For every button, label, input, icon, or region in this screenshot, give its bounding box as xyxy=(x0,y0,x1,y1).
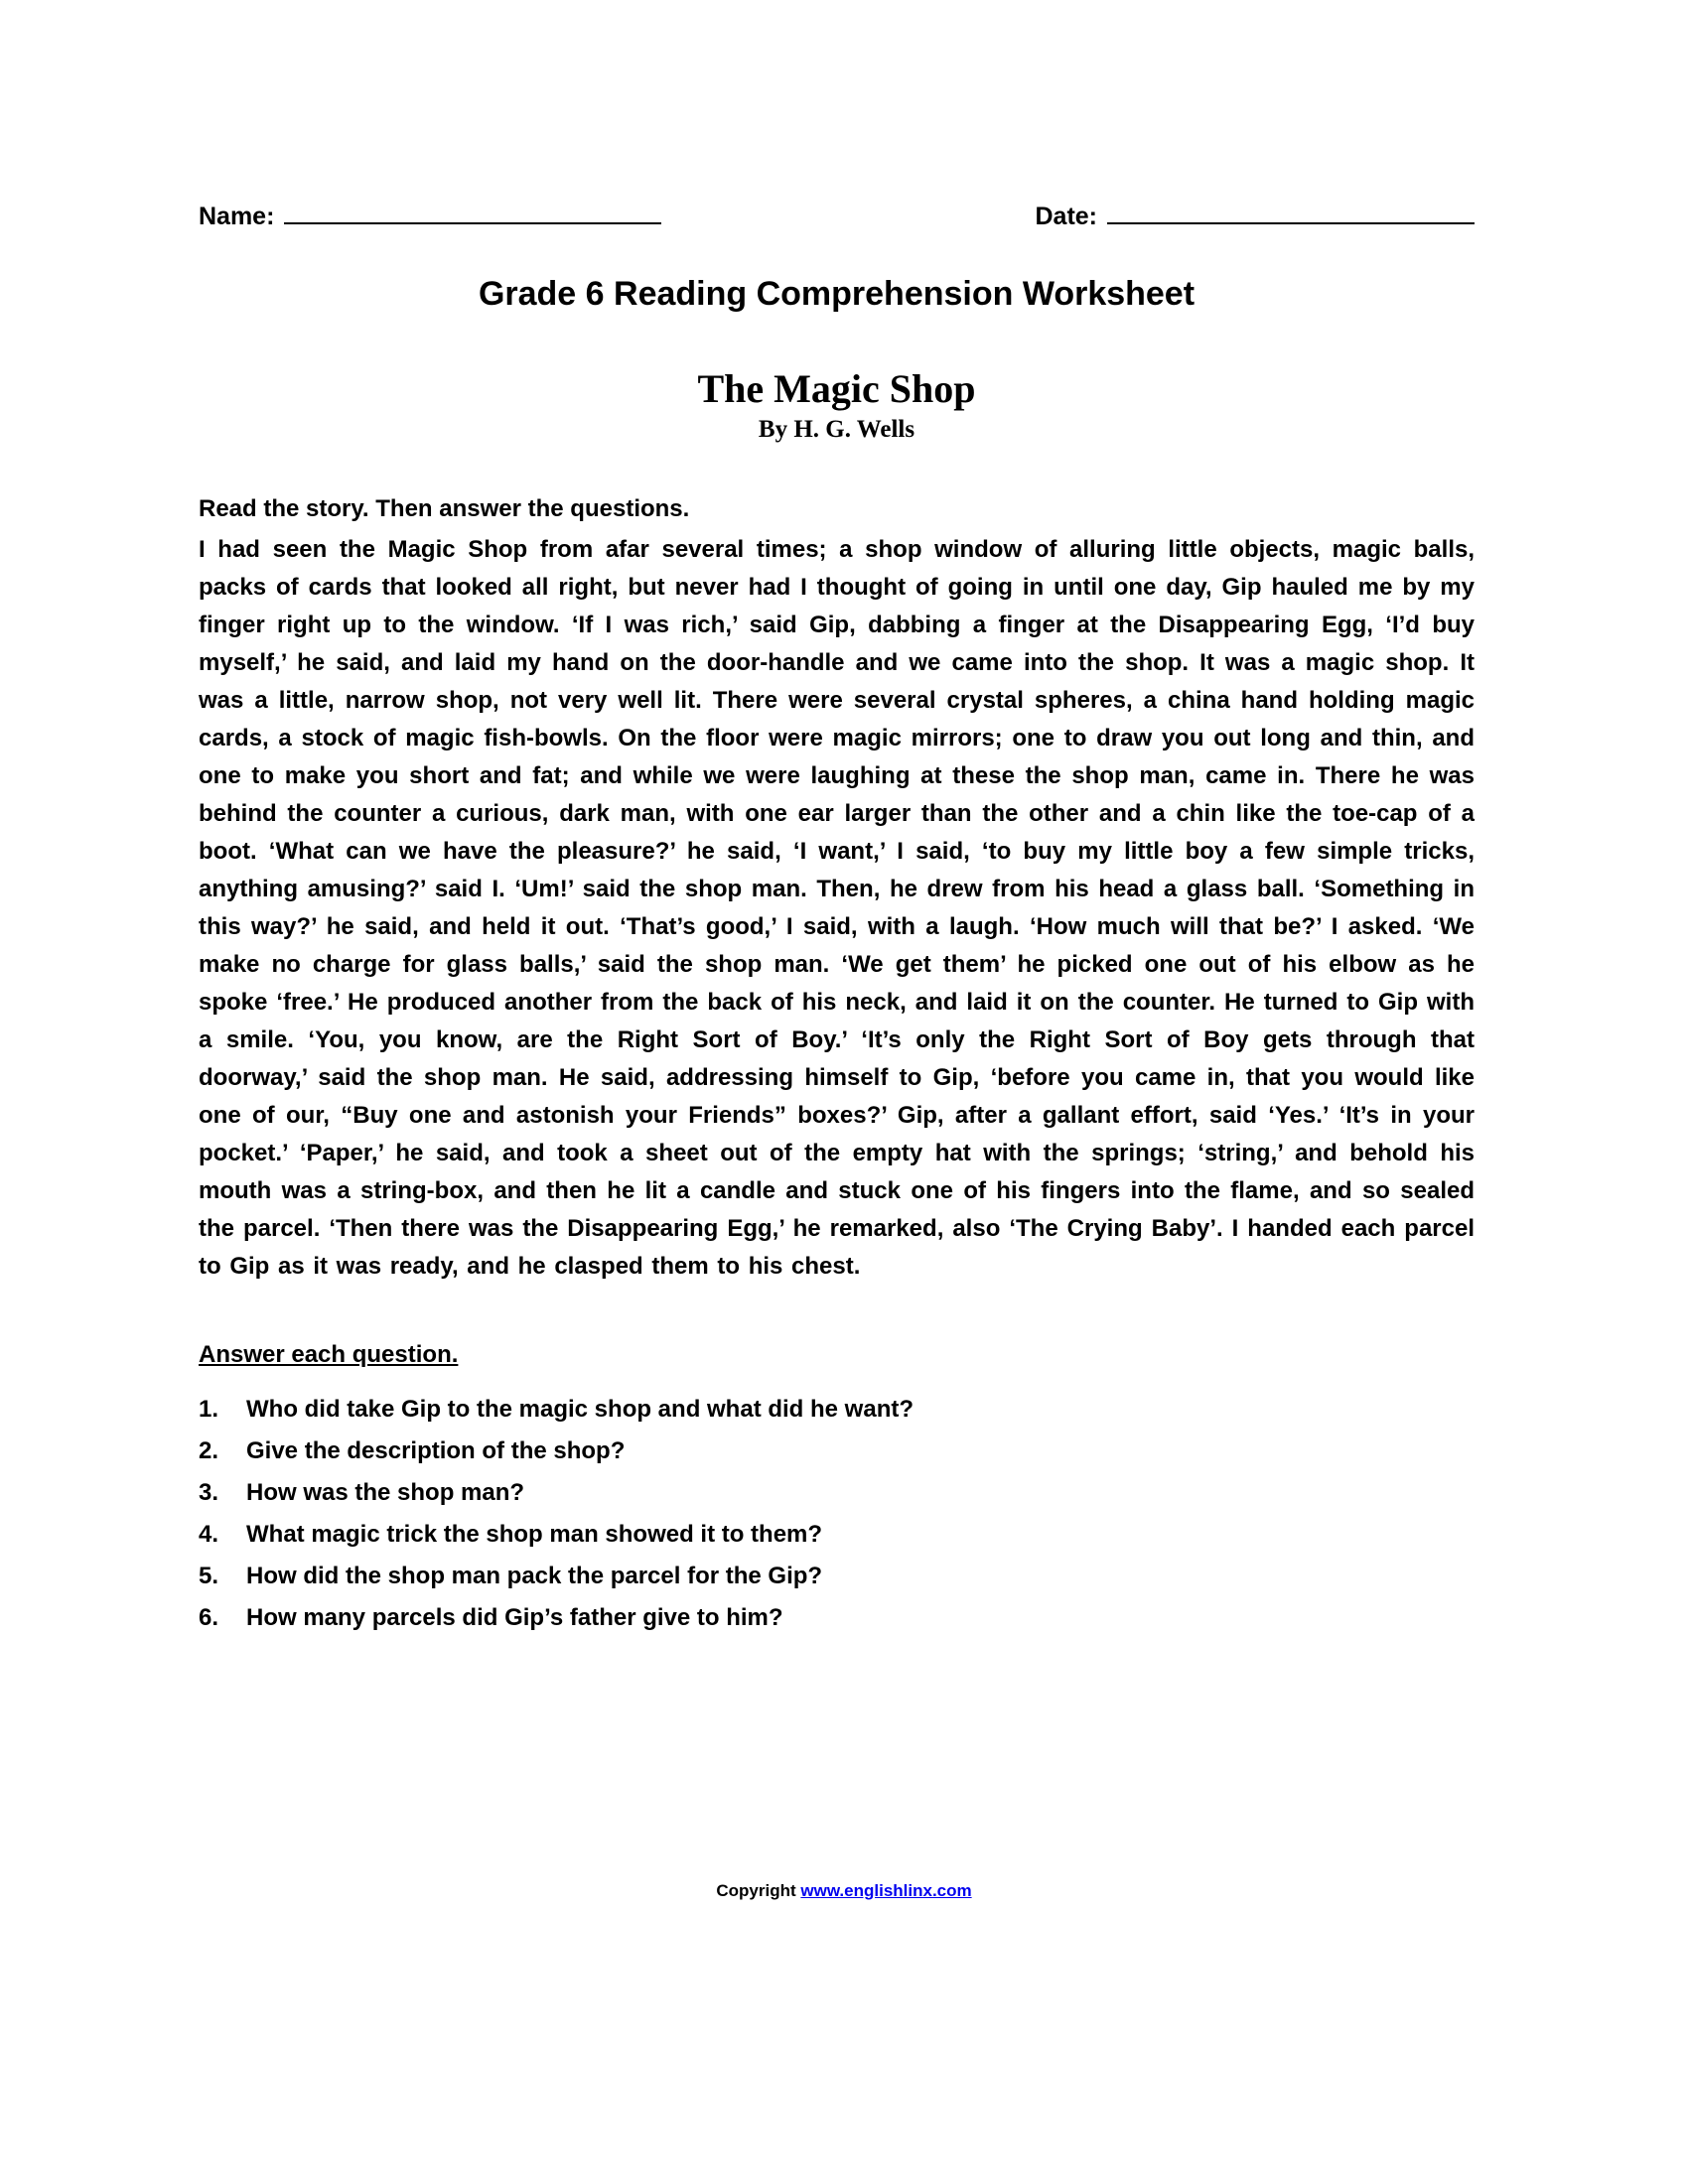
name-date-row xyxy=(199,199,1475,231)
story-byline: By H. G. Wells xyxy=(758,416,915,443)
question-number: 3. xyxy=(199,1479,219,1506)
name-field-group xyxy=(199,199,661,231)
question-number: 4. xyxy=(199,1521,219,1548)
question-text: How was the shop man? xyxy=(246,1479,525,1506)
answer-questions-heading: Answer each question. xyxy=(199,1341,459,1368)
name-blank-line xyxy=(284,199,661,224)
question-item xyxy=(199,1431,1475,1472)
question-item xyxy=(199,1597,1475,1639)
date-blank-line xyxy=(1107,199,1475,224)
name-label: Name: xyxy=(199,203,275,230)
question-list xyxy=(199,1389,1475,1639)
copyright-link[interactable]: www.englishlinx.com xyxy=(800,1881,972,1900)
question-number: 5. xyxy=(199,1563,219,1589)
question-text: How many parcels did Gip’s father give to him? xyxy=(246,1604,783,1631)
worksheet-title: Grade 6 Reading Comprehension Worksheet xyxy=(478,275,1196,313)
date-label: Date: xyxy=(1035,203,1097,230)
question-number: 2. xyxy=(199,1437,219,1464)
question-text: How did the shop man pack the parcel for the Gip? xyxy=(246,1563,823,1589)
question-item xyxy=(199,1514,1475,1556)
copyright-label: Copyright xyxy=(716,1881,796,1900)
question-item xyxy=(199,1472,1475,1514)
footer xyxy=(0,1881,1688,1901)
question-text: Give the description of the shop? xyxy=(246,1437,626,1464)
content-area xyxy=(199,0,1475,1655)
date-field-group xyxy=(1035,199,1475,231)
question-text: Who did take Gip to the magic shop and what did he want? xyxy=(246,1396,914,1423)
question-number: 1. xyxy=(199,1396,219,1423)
question-number: 6. xyxy=(199,1604,219,1631)
story-text: I had seen the Magic Shop from afar several times; a shop window of alluring little objects, magic balls, packs of cards that looked all right, but never had I thought of going in until one day, Gip hauled me by my finger right up to the window. ‘If I was rich,’ said Gip, dabbing a finger at the Disappearing Egg, ‘I’d buy myself,’ he said, and laid my hand on the door-handle and we came into the shop. It was a magic shop. It was a little, narrow shop, not very well lit. There were several crystal spheres, a china hand holding magic cards, a stock of magic fish-bowls. On the floor were magic mirrors; one to draw you out long and thin, and one to make you short and fat; and while we were laughing at these the shop man, came in. There he was behind the counter a curious, dark man, with one ear larger than the other and a chin like the toe-cap of a boot. ‘What can we have the pleasure?’ he said, ‘I want,’ I said, ‘to buy my little boy a few simple tricks, anything amusing?’ said I. ‘Um!’ said the shop man. Then, he drew from his head a glass ball. ‘Something in this way?’ he said, and held it out. ‘That’s good,’ I said, with a laugh. ‘How much will that be?’ I asked. ‘We make no charge for glass balls,’ said the shop man. ‘We get them’ he picked one out of his elbow as he spoke ‘free.’ He produced another from the back of his neck, and laid it on the counter. He turned to Gip with a smile. ‘You, you know, are the Right Sort of Boy.’ ‘It’s only the Right Sort of Boy gets through that doorway,’ said the shop man. He said, addressing himself to Gip, ‘before you came in, that you would like one of our, “Buy one and astonish your Friends” boxes?’ Gip, after a gallant effort, said ‘Yes.’ ‘It’s in your pocket.’ ‘Paper,’ he said, and took a sheet out of the empty hat with the springs; ‘string,’ and behold his mouth was a string-box, and then he lit a candle and stuck one of his fingers into the flame, and so sealed the parcel. ‘Then there was the Disappearing Egg,’ he remarked, also ‘The Crying Baby’. I handed each parcel to Gip as it was ready, and he clasped them to his chest. xyxy=(199,536,1475,1280)
story-instructions: Read the story. Then answer the questions. xyxy=(199,495,690,522)
question-item xyxy=(199,1556,1475,1597)
story-title: The Magic Shop xyxy=(697,366,976,411)
question-item xyxy=(199,1389,1475,1431)
question-text: What magic trick the shop man showed it to them? xyxy=(246,1521,823,1548)
